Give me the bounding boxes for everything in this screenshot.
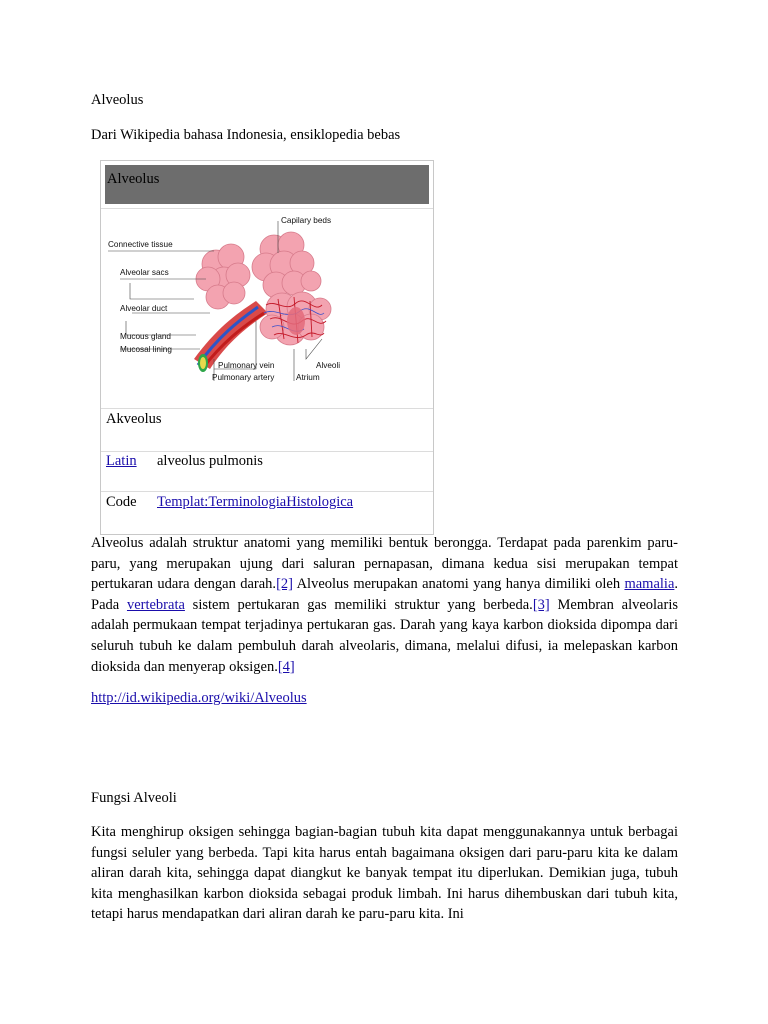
infobox-caption: Akveolus bbox=[106, 411, 162, 427]
label-mucosal-lining: Mucosal lining bbox=[120, 345, 172, 354]
label-alveolar-sacs: Alveolar sacs bbox=[120, 268, 169, 277]
infobox-header bbox=[105, 165, 429, 204]
latin-link[interactable]: Latin bbox=[106, 453, 137, 469]
label-alveoli: Alveoli bbox=[316, 361, 341, 370]
label-pulmonary-vein: Pulmonary vein bbox=[218, 361, 275, 370]
ref-3-link[interactable]: [3] bbox=[532, 596, 550, 613]
code-label: Code bbox=[106, 494, 137, 510]
intro-paragraph: Alveolus adalah struktur anatomi yang memiliki bentuk berongga. Terdapat pada parenkim paru-paru, yang merupakan ujung dari saluran pernapasan, dimana kedua sisi merupakan tempat pertukaran udara dengan darah.[2] Alveolus merupakan anatomi yang hanya dimiliki oleh mamalia. Pada vertebrata sistem pertukaran gas memiliki struktur yang berbeda.[3] Membran alveolaris adalah permukaan tempat terjadinya pertukaran gas. Darah yang kaya karbon dioksida dipompa dari seluruh tubuh ke dalam pembuluh darah alveolaris, dimana, melalui difusi, ia melepaskan karbon dioksida dan menyerap oksigen.[4] bbox=[91, 535, 679, 675]
infobox-divider bbox=[101, 491, 433, 492]
label-pulmonary-artery: Pulmonary artery bbox=[212, 373, 275, 382]
latin-value: alveolus pulmonis bbox=[157, 453, 263, 469]
source-url-link[interactable]: http://id.wikipedia.org/wiki/Alveolus bbox=[91, 690, 307, 706]
ref-2-link[interactable]: [2] bbox=[276, 576, 293, 593]
vertebrata-link[interactable]: vertebrata bbox=[126, 596, 185, 613]
infobox-divider bbox=[101, 451, 433, 452]
label-capillary-beds: Capilary beds bbox=[281, 216, 332, 225]
page-subtitle: Dari Wikipedia bahasa Indonesia, ensiklopedia bebas bbox=[91, 127, 401, 143]
label-alveolar-duct: Alveolar duct bbox=[120, 304, 168, 313]
terminologia-link[interactable]: Templat:TerminologiaHistologica bbox=[157, 494, 354, 510]
section-heading: Fungsi Alveoli bbox=[91, 790, 177, 806]
infobox bbox=[100, 160, 434, 535]
label-connective-tissue: Connective tissue bbox=[108, 240, 173, 249]
infobox-title: Alveolus bbox=[107, 171, 160, 187]
label-mucous-gland: Mucous gland bbox=[120, 332, 171, 341]
infobox-divider bbox=[101, 408, 433, 409]
alveolus-diagram bbox=[106, 209, 346, 389]
label-atrium: Atrium bbox=[296, 373, 320, 382]
fungsi-paragraph: Kita menghirup oksigen sehingga bagian-bagian tubuh kita dapat menggunakannya untuk berbagai fungsi seluler yang berbeda. Tapi kita harus entah bagaimana oksigen dari paru-paru kita ke dalam aliran darah kita, sehingga dapat diangkut ke banyak tempat itu diperlukan. Demikian juga, tubuh kita menghasilkan karbon dioksida sebagai produk limbah. Ini harus dihembuskan dari tubuh kita, tetapi harus mendapatkan dari aliran darah ke paru-paru kita. Ini bbox=[91, 824, 678, 923]
mamalia-link[interactable]: mamalia bbox=[624, 576, 675, 593]
ref-4-link[interactable]: [4] bbox=[277, 658, 295, 675]
page-title: Alveolus bbox=[91, 92, 144, 108]
